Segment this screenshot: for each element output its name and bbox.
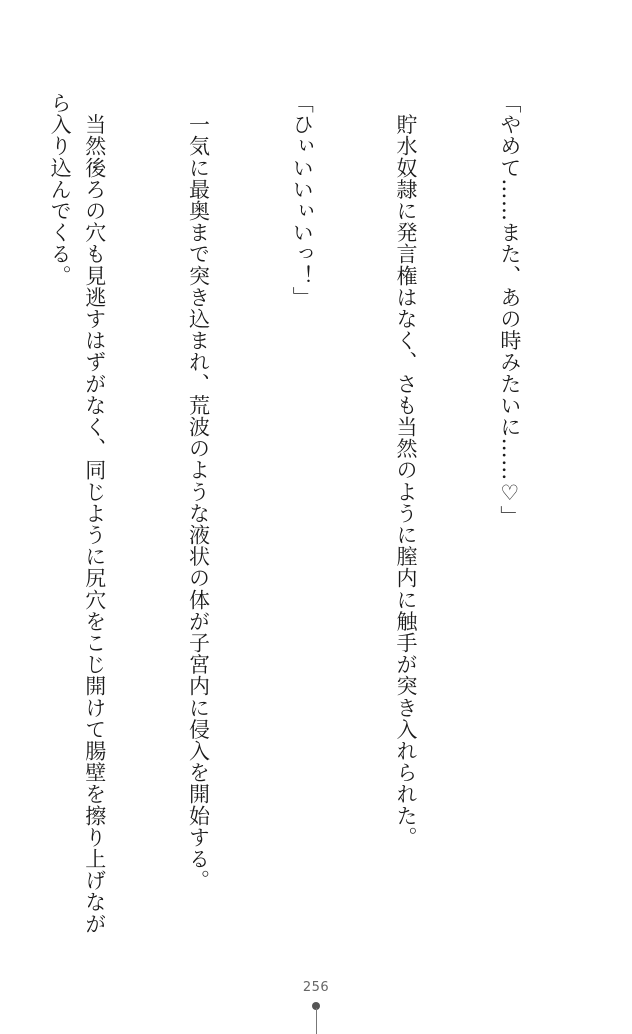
paragraph-3: 「ひぃいいぃいっ！」 [290, 92, 315, 308]
paragraph-5: 当然後ろの穴も見逃すはずがなく、同じように尻穴をこじ開けて腸壁を擦り上げながら入り込んでくる。 [48, 92, 107, 935]
paragraph-2: 貯水奴隷に発言権はなく、さも当然のように膣内に触手が突き入れられた。 [394, 92, 419, 848]
novel-text-body [36, 92, 596, 952]
paragraph-4: 一気に最奥まで突き込まれ、荒波のような液状の体が子宮内に侵入を開始する。 [186, 92, 211, 892]
page-marker-icon [312, 998, 320, 1034]
page-marker-line [316, 1008, 317, 1034]
page-number: 256 [302, 980, 330, 995]
paragraph-1: 「やめて……また、あの時みたいに……♡」 [497, 92, 522, 527]
